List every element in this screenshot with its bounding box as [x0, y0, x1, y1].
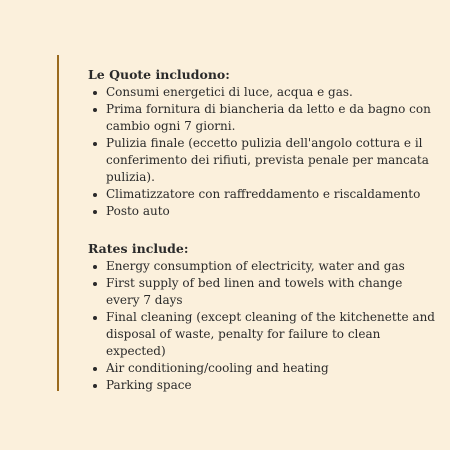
list-item: Air conditioning/cooling and heating [106, 360, 438, 377]
english-title: Rates include: [88, 241, 189, 256]
list-item: Energy consumption of electricity, water and gas [106, 258, 438, 275]
english-section [88, 240, 438, 394]
list-item: Climatizzatore con raffreddamento e riscaldamento [106, 186, 438, 203]
english-list [88, 258, 438, 394]
italian-list [88, 84, 438, 220]
list-item: Pulizia finale (eccetto pulizia dell'angolo cottura e il conferimento dei rifiuti, prevista penale per mancata pulizia). [106, 135, 438, 186]
rates-content [88, 66, 438, 394]
list-item: First supply of bed linen and towels with change every 7 days [106, 275, 438, 309]
italian-section [88, 66, 438, 220]
list-item: Parking space [106, 377, 438, 394]
list-item: Final cleaning (except cleaning of the kitchenette and disposal of waste, penalty for failure to clean expected) [106, 309, 438, 360]
list-item: Consumi energetici di luce, acqua e gas. [106, 84, 438, 101]
italian-title: Le Quote includono: [88, 67, 230, 82]
accent-bar [57, 55, 59, 391]
list-item: Posto auto [106, 203, 438, 220]
list-item: Prima fornitura di biancheria da letto e da bagno con cambio ogni 7 giorni. [106, 101, 438, 135]
